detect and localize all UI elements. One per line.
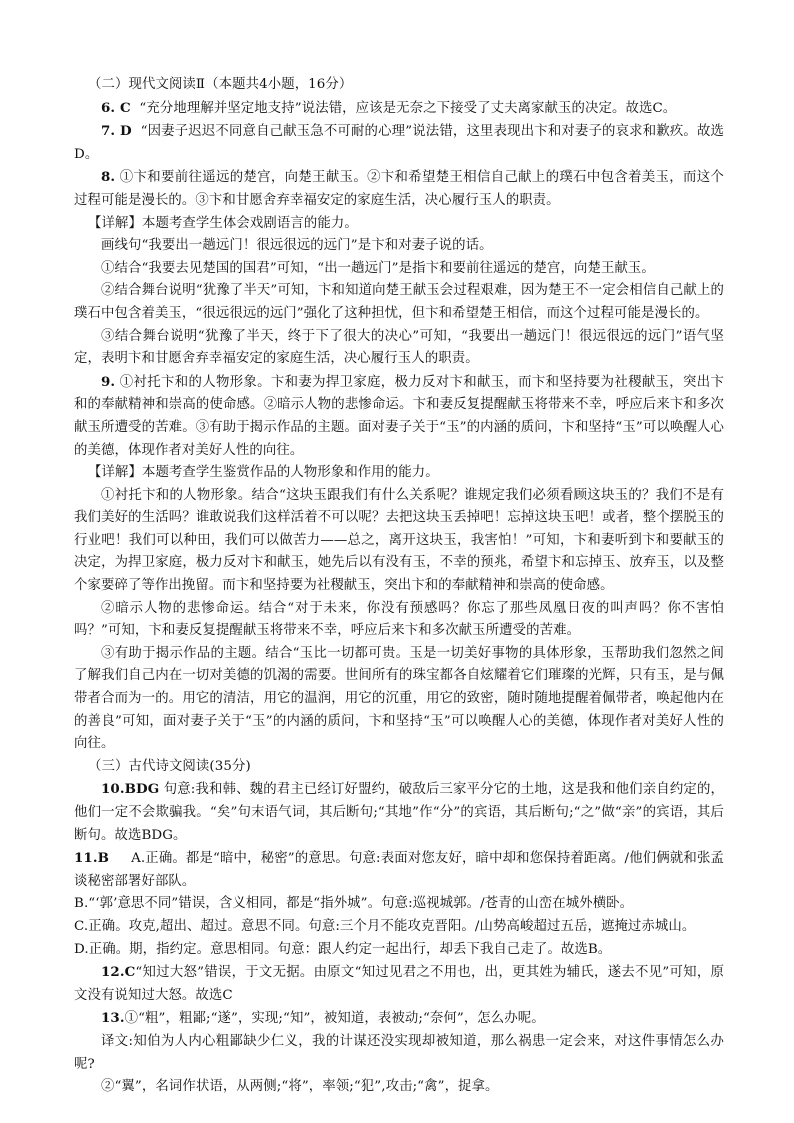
q13-para-2: ②“翼”，名词作状语，从两侧;“将”，率领;“犯”,攻击;“禽”，捉拿。 <box>101 1079 499 1095</box>
answer-q7 <box>74 120 724 166</box>
q9-detail-heading: 【详解】本题考查学生鉴赏作品的人物形象和作用的能力。 <box>88 465 439 481</box>
q11-option-a: A.正确。都是“暗中，秘密”的意思。句意:表面对您友好，暗中却和您保持着距离。/他们俩就和张孟谈秘密部署好部队。 <box>74 851 724 889</box>
answer-q6 <box>74 97 724 121</box>
q8-detail-para-4: ③结合舞台说明“犹豫了半天，终于下了很大的决心”可知，“我要出一趟远门！很远很远的远门”语气坚定，表明卞和甘愿舍弃幸福安定的家庭生活，决心履行玉人的职责。 <box>74 328 724 367</box>
q10-text: 句意:我和韩、魏的君主已经订好盟约，破敌后三家平分它的土地，这是我和他们亲自约定的，他们一定不会欺骗我。“矣”句末语气词，其后断句;“其地”作“分”的宾语，其后断句;“之”做“亲”的宾语，其后断句。故选BDG。 <box>74 782 724 843</box>
q9-detail-para-2: ②暗示人物的悲惨命运。结合“对于未来，你没有预感吗？你忘了那些凤凰日夜的叫声吗？你不害怕吗？”可知，卞和妻反复提醒献玉将带来不幸，呼应后来卞和多次献玉所遭受的苦难。 <box>74 600 724 639</box>
q8-text: ①卞和要前往遥远的楚宫，向楚王献玉。②卞和希望楚王相信自己献上的璞石中包含着美玉，而这个过程可能是漫长的。③卞和甘愿舍弃幸福安定的家庭生活，决心履行玉人的职责。 <box>74 170 724 208</box>
q8-detail-para-2: ①结合“我要去见楚国的国君”可知，“出一趟远门”是指卞和要前往遥远的楚宫，向楚王献玉。 <box>101 260 655 276</box>
answer-q13 <box>74 1007 724 1031</box>
q8-detail-para-3: ②结合舞台说明“犹豫了半天”可知，卞和知道向楚王献玉会过程艰难，因为楚王不一定会相信自己献上的璞石中包含着美玉，“很远很远的远门”强化了这种担忧，但卞和希望楚王相信，而这个过程可能是漫长的。 <box>74 283 724 321</box>
q9-text: ①衬托卞和的人物形象。卞和妻为捍卫家庭，极力反对卞和献玉，而卞和坚持要为社稷献玉，突出卞和的奉献精神和崇高的使命感。②暗示人物的悲惨命运。卞和妻反复提醒献玉将带来不幸，呼应后来卞和多次献玉所遭受的苦难。③有助于揭示作品的主题。面对妻子关于“玉”的内涵的质问，卞和坚持“玉”可以唤醒人心的美德，体现作者对美好人性的向往。 <box>74 374 724 458</box>
q13-label: 13. <box>101 1010 125 1027</box>
q10-label: 10.BDG <box>101 781 160 798</box>
answer-q9 <box>74 371 724 462</box>
q8-label: 8. <box>101 169 116 186</box>
q7-label: 7. D <box>101 123 132 140</box>
answer-content <box>74 74 724 1099</box>
q7-text: “因妻子迟迟不同意自己献玉急不可耐的心理”说法错，这里表现出卞和对妻子的哀求和歉疚。故选D。 <box>74 124 725 162</box>
answer-q11 <box>74 847 724 893</box>
q9-detail-para-1: ①衬托卞和的人物形象。结合“这块玉跟我们有什么关系呢？谁规定我们必须看顾这块玉的？我们不是有我们美好的生活吗？谁敢说我们这样活着不可以呢？去把这块玉丢掉吧！忘掉这块玉吧！或者，整个摆脱玉的行业吧！我们可以种田，我们可以做苦力——总之，离开这块玉，我害怕！”可知，卞和妻听到卞和要献玉的决定，为捍卫家庭，极力反对卞和献玉，她先后以有没有玉，不幸的预兆，希望卞和忘掉玉、放弃玉，以及整个家要碎了等作出挽留。而卞和坚持要为社稷献玉，突出卞和的奉献精神和崇高的使命感。 <box>74 487 724 594</box>
q12-text: “知过大怒”错误，于文无据。由原文“知过见君之不用也，出，更其姓为辅氏，遂去不见”可知，原文没有说知过大怒。故选C <box>74 965 724 1003</box>
q6-label: 6. C <box>101 99 131 116</box>
q11-option-b: B.“‘郭’意思不同”错误，含义相同，都是“指外城”。句意:巡视城郭。/苍青的山峦在城外横卧。 <box>74 896 634 912</box>
section-title-classical-reading: （三）古代诗文阅读(35分) <box>88 758 251 774</box>
q12-label: 12.C <box>101 964 136 981</box>
q9-label: 9. <box>101 373 116 390</box>
section-title-modern-reading-2: （二）现代文阅读Ⅱ（本题共4小题，16分） <box>88 77 353 92</box>
q8-detail-para-1: 画线句“我要出一趟远门！很远很远的远门”是卞和对妻子说的话。 <box>101 238 493 254</box>
q11-label: 11.B <box>74 850 110 867</box>
q6-text: “充分地理解并坚定地支持”说法错，应该是无奈之下接受了丈夫离家献玉的决定。故选C。 <box>139 100 677 116</box>
answer-q10 <box>74 778 724 847</box>
q9-detail-para-3: ③有助于揭示作品的主题。结合“玉比一切都可贵。玉是一切美好事物的具体形象，玉帮助我们忽然之间了解我们自己内在一切对美德的饥渴的需要。世间所有的珠宝都各自炫耀着它们璀璨的光辉，只有玉，是与佩带者合而为一的。用它的清洁，用它的温润，用它的沉重，用它的致密，随时随地提醒着佩带者，唤起他内在的善良”可知，面对妻子关于“玉”的内涵的质问，卞和坚持“玉”可以唤醒人心的美德，体现作者对美好人性的向往。 <box>74 645 724 752</box>
answer-q12 <box>74 961 724 1007</box>
q8-detail-heading: 【详解】本题考查学生体会戏剧语言的能力。 <box>88 215 358 231</box>
q11-option-d: D.正确。期，指约定。意思相同。句意：跟人约定一起出行，却丢下我自己走了。故选B。 <box>74 941 612 957</box>
q13-translation: 译文:知伯为人内心粗鄙缺少仁义，我的计谋还没实现却被知道，那么祸患一定会来，对这件事情怎么办呢? <box>74 1033 724 1072</box>
answer-q8 <box>74 166 724 212</box>
q11-option-c: C.正确。攻克,超出、超过。意思不同。句意:三个月不能攻克晋阳。/山势高峻超过五岳，遮掩过赤城山。 <box>74 918 696 934</box>
q13-text: ①“粗”，粗鄙;“遂”，实现;“知”，被知道，表被动;“奈何”，怎么办呢。 <box>124 1011 545 1027</box>
